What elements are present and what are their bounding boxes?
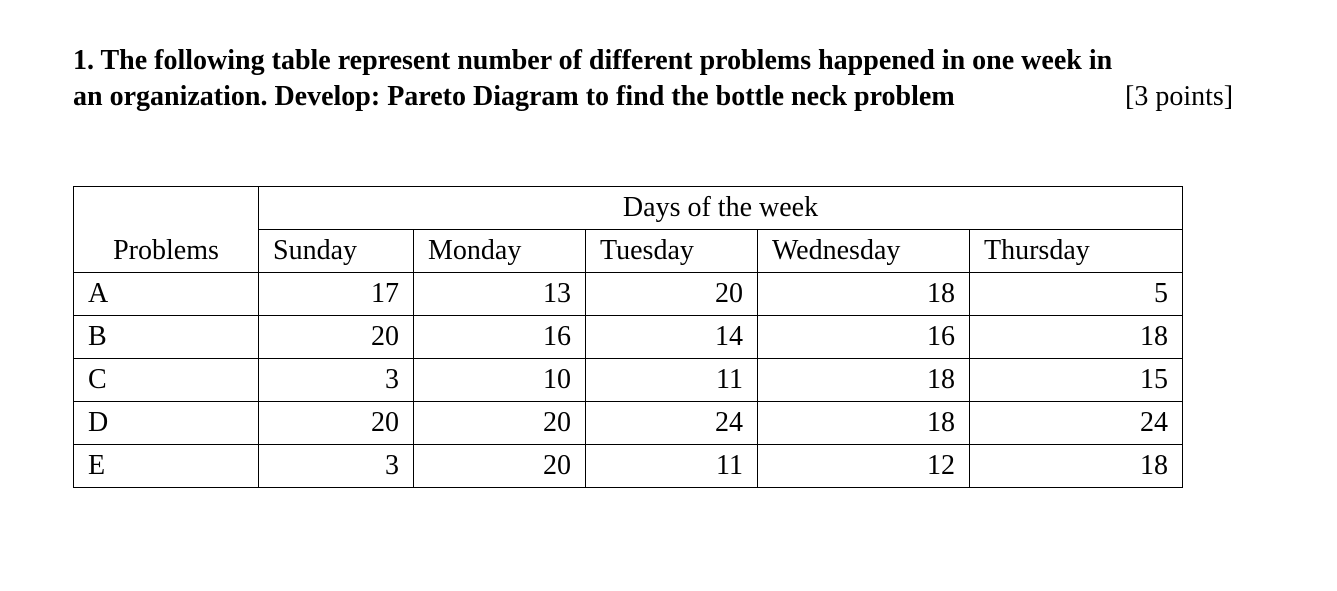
table-cell: 11 <box>586 445 758 488</box>
table-cell: 24 <box>586 402 758 445</box>
problems-table <box>73 186 1183 488</box>
table-cell: 18 <box>758 359 970 402</box>
table-corner-cell <box>74 187 259 230</box>
day-header-sunday: Sunday <box>259 230 414 273</box>
table-cell: 16 <box>758 316 970 359</box>
table-day-header-row <box>74 230 1183 273</box>
table-cell: 20 <box>414 445 586 488</box>
table-cell: 18 <box>970 316 1183 359</box>
problems-header: Problems <box>74 230 259 273</box>
day-header-monday: Monday <box>414 230 586 273</box>
table-cell: 20 <box>259 316 414 359</box>
table-cell: 24 <box>970 402 1183 445</box>
question-text <box>73 43 1273 115</box>
table-group-header-row <box>74 187 1183 230</box>
table-cell: 13 <box>414 273 586 316</box>
day-header-tuesday: Tuesday <box>586 230 758 273</box>
problem-label: A <box>74 273 259 316</box>
table-cell: 20 <box>586 273 758 316</box>
table-cell: 20 <box>414 402 586 445</box>
problem-label: C <box>74 359 259 402</box>
table-cell: 11 <box>586 359 758 402</box>
table-cell: 3 <box>259 445 414 488</box>
table-row <box>74 273 1183 316</box>
day-header-thursday: Thursday <box>970 230 1183 273</box>
table-cell: 5 <box>970 273 1183 316</box>
table-cell: 18 <box>758 273 970 316</box>
problem-label: B <box>74 316 259 359</box>
table-cell: 16 <box>414 316 586 359</box>
table-row <box>74 445 1183 488</box>
problem-label: E <box>74 445 259 488</box>
table-cell: 20 <box>259 402 414 445</box>
table-cell: 3 <box>259 359 414 402</box>
table-cell: 18 <box>970 445 1183 488</box>
table-cell: 18 <box>758 402 970 445</box>
table-cell: 17 <box>259 273 414 316</box>
table-cell: 12 <box>758 445 970 488</box>
days-of-week-header: Days of the week <box>259 187 1183 230</box>
day-header-wednesday: Wednesday <box>758 230 970 273</box>
table-cell: 15 <box>970 359 1183 402</box>
question-line-2: an organization. Develop: Pareto Diagram to find the bottle neck problem <box>73 81 955 112</box>
question-line-1: 1. The following table represent number of different problems happened in one week in <box>73 45 1113 76</box>
table-cell: 14 <box>586 316 758 359</box>
table-row <box>74 359 1183 402</box>
table-row <box>74 316 1183 359</box>
points-label: [3 points] <box>1125 81 1234 112</box>
table-row <box>74 402 1183 445</box>
table-cell: 10 <box>414 359 586 402</box>
problem-label: D <box>74 402 259 445</box>
